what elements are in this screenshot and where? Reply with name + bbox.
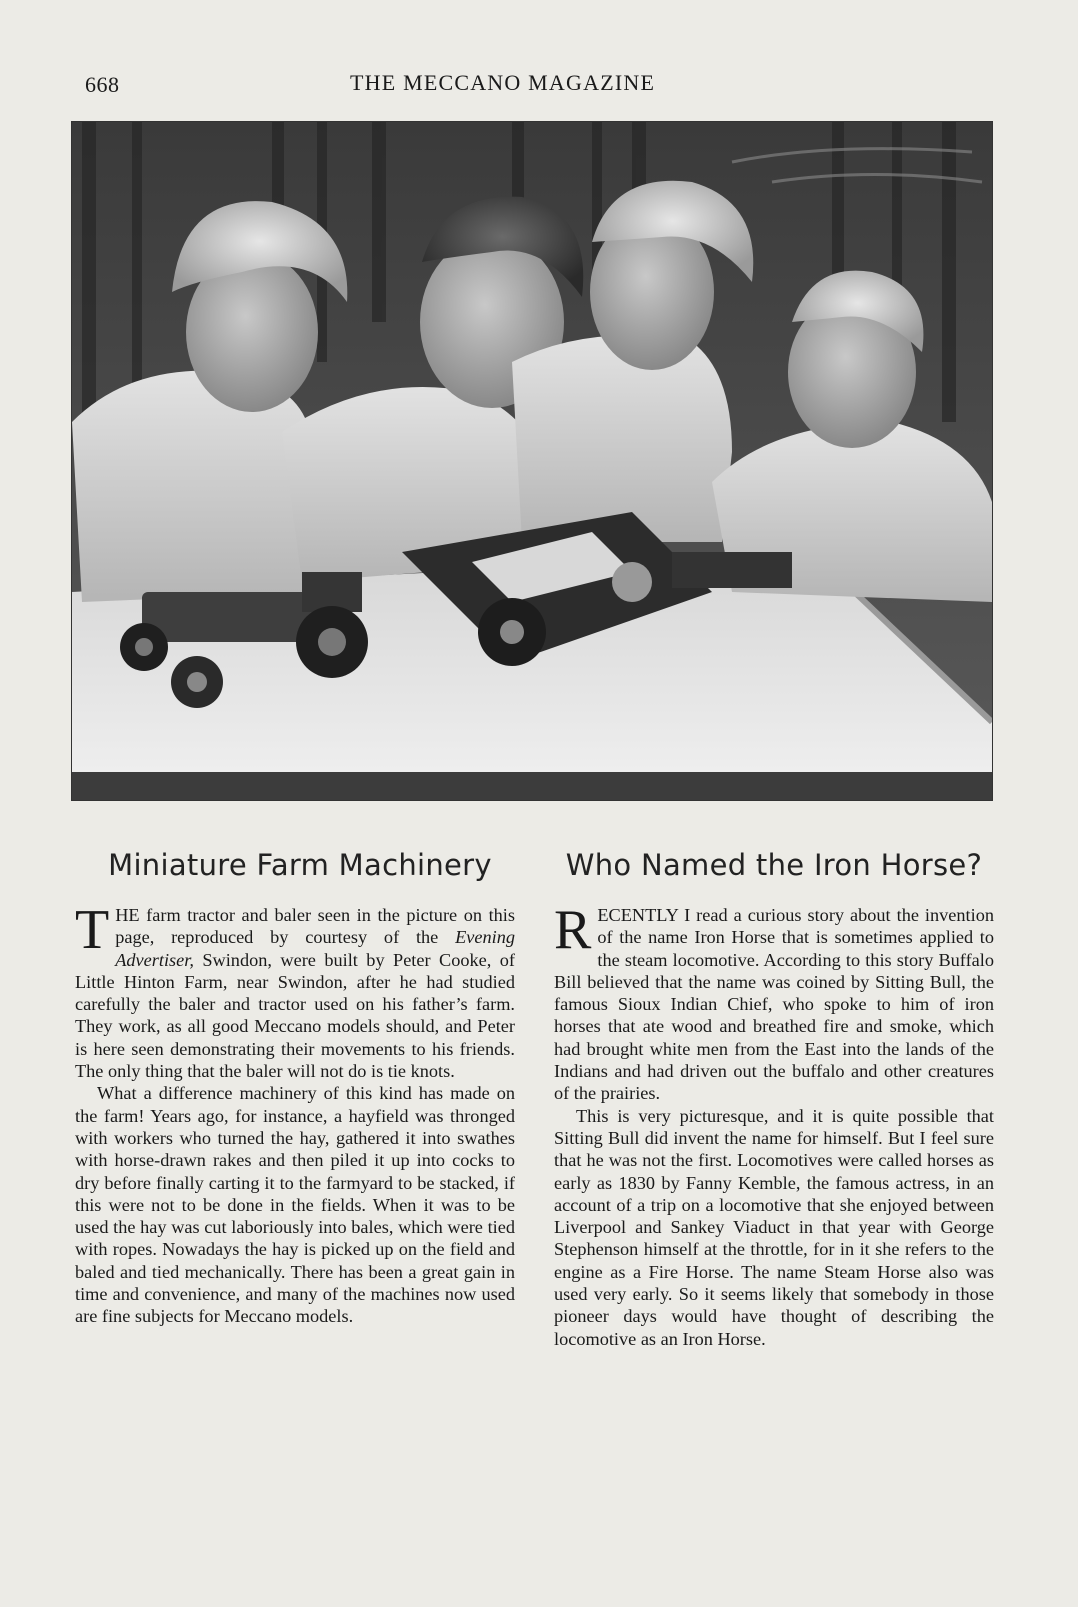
page-number: 668: [85, 72, 120, 97]
article-miniature-farm-machinery: [75, 848, 515, 1328]
running-head: THE MECCANO MAGAZINE: [350, 70, 656, 95]
paragraph-text: HE farm tractor and baler seen in the picture on this page, reproduced by courtesy of the: [115, 905, 515, 948]
article-paragraph-2: What a difference machinery of this kind has made on the farm! Years ago, for instance, a hayfield was thronged with workers who turned the hay, gathered it into swathes with horse-drawn rakes and then piled it up into cocks to dry before finally carting it to the farmyard to be stacked, if this were not to be done in the fields. When it was to be used the hay was cut laboriously into bales, which were tied with ropes. Nowadays the hay is picked up on the field and baled and tied mechanically. There has been a great gain in time and convenience, and many of the machines now used are fine subjects for Meccano models.: [75, 1083, 515, 1327]
publication-name: Evening Advertiser,: [115, 927, 515, 970]
article-title: Miniature Farm Machinery: [108, 848, 492, 882]
article-paragraph-1: [75, 899, 515, 1082]
article-title: Who Named the Iron Horse?: [565, 848, 983, 882]
article-who-named-the-iron-horse: [554, 848, 994, 1350]
paragraph-text: Swindon, were built by Peter Cooke, of Little Hinton Farm, near Swindon, after he had studied carefully the baler and tractor used on his father’s farm. They work, as all good Meccano models should, and Peter is here seen demonstrating their movements to his friends. The only thing that the baler will not do is tie knots.: [75, 949, 515, 1082]
article-paragraph-1: [554, 899, 994, 1105]
photograph-boys-with-models: [72, 122, 992, 800]
article-paragraph-2: This is very picturesque, and it is quite possible that Sitting Bull did invent the name for himself. But I feel sure that he was not the first. Locomotives were called horses as early as 1830 by Fanny Kemble, the famous actress, in an account of a trip on a locomotive that she enjoyed between Liverpool and Sankey Viaduct in that year with George Stephenson himself at the throttle, for in it she refers to the engine as a Fire Horse. The name Steam Horse also was used very early. So it seems likely that somebody in those pioneer days would have thought of describing the locomotive as an Iron Horse.: [554, 1105, 994, 1349]
drop-cap: R: [554, 899, 592, 961]
photo-illustration: [72, 122, 992, 800]
paragraph-text: ECENTLY I read a curious story about the invention of the name Iron Horse that is sometimes applied to the steam locomotive. According to this story Buffalo Bill believed that the name was coined by Sitting Bull, the famous Sioux Indian Chief, who spoke to him of iron horses that ate wood and breathed fire and smoke, which had brought white men from the East into the lands of the Indians and had driven out the buffalo and other creatures of the prairies.: [554, 905, 994, 1104]
drop-cap: T: [75, 899, 110, 961]
